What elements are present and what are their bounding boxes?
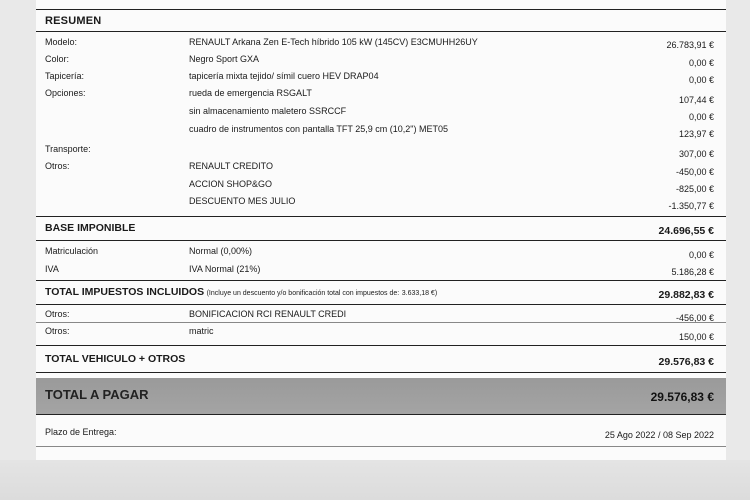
otros-extra-1-value: BONIFICACION RCI RENAULT CREDI	[189, 309, 347, 319]
divider	[36, 345, 726, 346]
opcion-3-value: cuadro de instrumentos con pantalla TFT 25,9 cm (10,2") MET05	[189, 124, 448, 134]
total-a-pagar-bar	[36, 378, 726, 414]
opcion-1-amount: 107,44 €	[678, 95, 714, 105]
base-imponible-amount: 24.696,55 €	[658, 225, 714, 237]
otros-2-value: ACCION SHOP&GO	[189, 179, 273, 189]
opcion-2-amount: 0,00 €	[688, 112, 714, 122]
modelo-value: RENAULT Arkana Zen E-Tech híbrido 105 kW (145CV) E3CMUHH26UY	[189, 37, 478, 47]
total-vehiculo-label: TOTAL VEHICULO + OTROS	[45, 353, 186, 365]
otros-extra-2-amount: 150,00 €	[678, 332, 714, 342]
divider	[36, 31, 726, 32]
otros-1-amount: -450,00 €	[675, 167, 714, 177]
tapiceria-value: tapicería mixta tejido/ símil cuero HEV DRAP04	[189, 71, 379, 81]
total-impuestos-row	[45, 286, 437, 298]
color-value: Negro Sport GXA	[189, 54, 260, 64]
otros-extra-1-label: Otros:	[45, 309, 70, 319]
opcion-2-value: sin almacenamiento maletero SSRCCF	[189, 106, 347, 116]
total-impuestos-label: TOTAL IMPUESTOS INCLUIDOS	[45, 286, 205, 298]
otros-3-value: DESCUENTO MES JULIO	[189, 196, 296, 206]
otros-extra-1-amount: -456,00 €	[675, 313, 714, 323]
total-vehiculo-amount: 29.576,83 €	[658, 356, 714, 368]
matriculacion-value: Normal (0,00%)	[189, 246, 253, 256]
plazo-entrega-label: Plazo de Entrega:	[45, 427, 117, 437]
total-a-pagar-label: TOTAL A PAGAR	[45, 387, 149, 402]
divider	[36, 9, 726, 10]
otros-3-amount: -1.350,77 €	[668, 201, 714, 211]
total-impuestos-note-amount: 3.633,18 €)	[401, 290, 438, 297]
opcion-3-amount: 123,97 €	[678, 129, 714, 139]
otros-extra-2-label: Otros:	[45, 326, 70, 336]
otros-extra-2-value: matric	[189, 326, 214, 336]
divider	[36, 322, 726, 323]
matriculacion-label: Matriculación	[45, 246, 99, 256]
iva-amount: 5.186,28 €	[671, 267, 714, 277]
otros-2-amount: -825,00 €	[675, 184, 714, 194]
iva-value: IVA Normal (21%)	[189, 264, 261, 274]
divider	[36, 372, 726, 373]
divider	[36, 446, 726, 447]
plazo-entrega-value: 25 Ago 2022 / 08 Sep 2022	[604, 430, 714, 440]
quote-sheet	[36, 0, 726, 460]
divider	[36, 240, 726, 241]
total-impuestos-note: (Incluye un descuento y/o bonificación total con impuestos de:	[206, 290, 400, 297]
matriculacion-amount: 0,00 €	[688, 250, 714, 260]
divider	[36, 414, 726, 415]
opciones-label: Opciones:	[45, 88, 86, 98]
background-surface	[0, 460, 750, 500]
transporte-label: Transporte:	[45, 144, 91, 154]
iva-label: IVA	[45, 264, 59, 274]
resumen-title: RESUMEN	[45, 15, 102, 27]
tapiceria-amount: 0,00 €	[688, 75, 714, 85]
total-a-pagar-amount: 29.576,83 €	[650, 390, 714, 404]
base-imponible-label: BASE IMPONIBLE	[45, 222, 136, 234]
modelo-label: Modelo:	[45, 37, 78, 47]
color-amount: 0,00 €	[688, 58, 714, 68]
otros-label: Otros:	[45, 161, 70, 171]
divider	[36, 304, 726, 305]
divider	[36, 280, 726, 281]
divider	[36, 216, 726, 217]
transporte-amount: 307,00 €	[678, 149, 714, 159]
opcion-1-value: rueda de emergencia RSGALT	[189, 88, 312, 98]
modelo-amount: 26.783,91 €	[666, 40, 714, 50]
tapiceria-label: Tapicería:	[45, 71, 85, 81]
total-impuestos-amount: 29.882,83 €	[658, 289, 714, 301]
otros-1-value: RENAULT CREDITO	[189, 161, 274, 171]
color-label: Color:	[45, 54, 70, 64]
